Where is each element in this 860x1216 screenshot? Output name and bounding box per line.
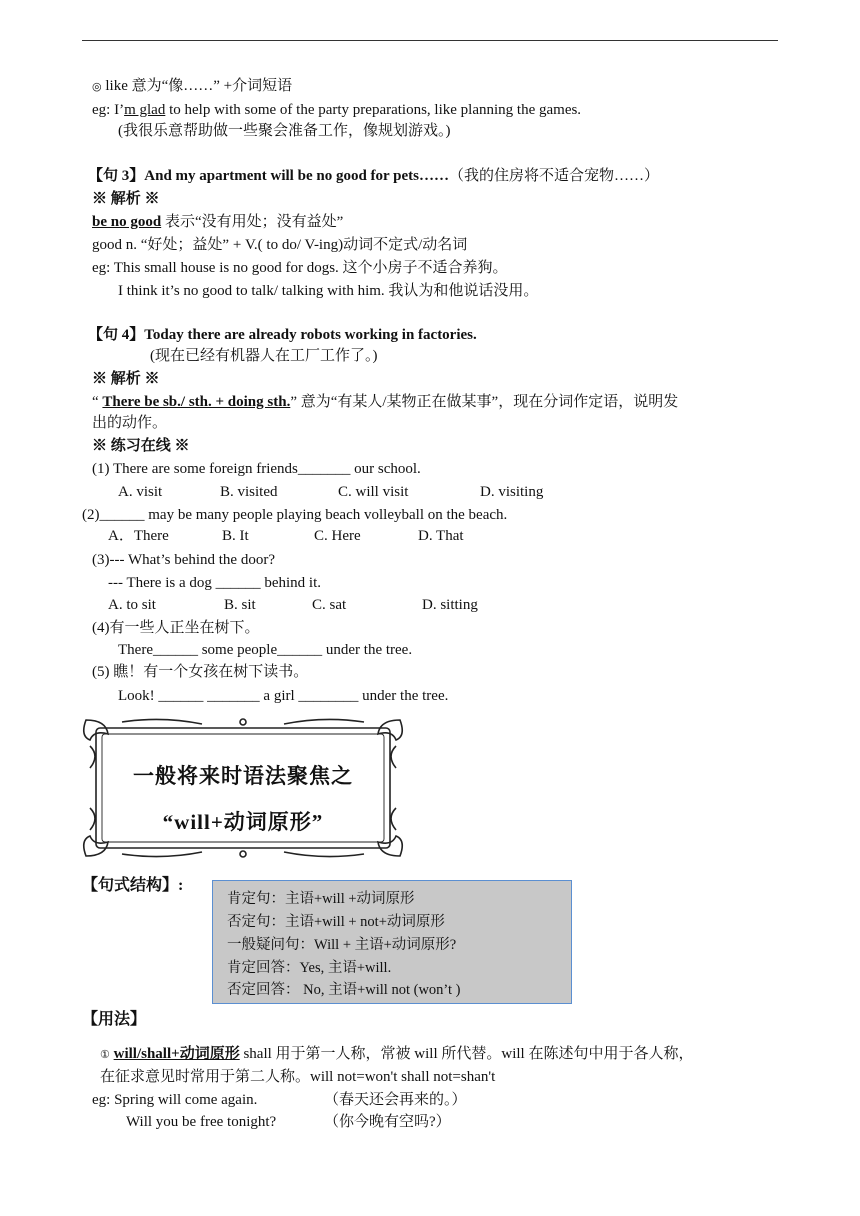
like-example: eg: I’m glad to help with some of the party preparations, like planning the games. (92, 102, 582, 118)
sentence3-heading (88, 166, 659, 186)
q1-option-a: A. visit (118, 484, 163, 500)
q1-option-b: B. visited (220, 484, 278, 500)
sentence3-label: 【句 3】 (88, 168, 145, 184)
usage-line-1: ① will/shall+动词原形 shall 用于第一人称，常被 will 所代替。will 在陈述句中用于各人称， (100, 1046, 694, 1062)
practice-heading: ※ 练习在线 ※ (92, 438, 190, 454)
q2-option-b: B. It (222, 528, 249, 544)
sentence3-text: And my apartment will be no good for pets…… (144, 168, 449, 184)
sentence4-text: Today there are already robots working in factories. (144, 327, 477, 343)
key-pattern: There be sb./ sth. + doing sth. (102, 394, 291, 410)
question-2: (2)______ may be many people playing beach volleyball on the beach. (82, 507, 508, 523)
question-1: (1) There are some foreign friends_______ our school. (92, 461, 421, 477)
pattern-line-2: 出的动作。 (92, 415, 168, 431)
structure-row: 否定句：主语+will + not+动词原形 (227, 914, 445, 930)
usage-example-1: eg: Spring will come again. （春天还会再来的。） (92, 1092, 467, 1108)
structure-row: 肯定回答：Yes, 主语+will. (227, 960, 392, 976)
usage-line-2: 在征求意见时常用于第二人称。will not=won't shall not=shan't (100, 1069, 496, 1085)
header-rule (82, 40, 778, 41)
structure-row: 一般疑问句：Will + 主语+动词原形? (227, 937, 457, 953)
like-heading: like 意为“像……” +介词短语 (105, 78, 293, 94)
usage-label: 【用法】 (82, 1011, 147, 1028)
q2-option-d: D. That (418, 528, 464, 544)
q3-option-b: B. sit (224, 597, 256, 613)
bullet-icon: ① (100, 1049, 110, 1061)
underlined-phrase: m glad (124, 102, 166, 118)
sentence4-translation: (现在已经有机器人在工厂工作了。) (150, 348, 378, 364)
structure-box (212, 880, 572, 1004)
key-phrase: be no good (92, 214, 162, 230)
q3-option-d: D. sitting (422, 597, 478, 613)
sentence4-analysis: ※ 解析 ※ (92, 371, 160, 387)
sentence4-label: 【句 4】 (88, 327, 145, 343)
structure-row: 否定回答： No, 主语+will not (won’t ) (227, 982, 461, 998)
good-definition: good n. “好处；益处” + V.( to do/ V-ing)动词不定式/动名词 (92, 237, 468, 253)
question-4b: There______ some people______ under the tree. (118, 642, 413, 658)
q2-option-c: C. Here (314, 528, 361, 544)
sentence4-heading (88, 325, 477, 345)
question-5b: Look! ______ _______ a girl ________ under the tree. (118, 688, 449, 704)
sentence3-analysis: ※ 解析 ※ (92, 191, 160, 207)
banner-line-1: 一般将来时语法聚焦之 (133, 764, 353, 788)
question-4: (4)有一些人正坐在树下。 (92, 620, 260, 636)
decorative-banner (82, 716, 404, 860)
sentence3-phrase-line: be no good 表示“没有用处；没有益处” (92, 214, 344, 230)
usage-example-2: Will you be free tonight? （你今晚有空吗?） (126, 1114, 451, 1130)
question-5: (5) 瞧！有一个女孩在树下读书。 (92, 664, 309, 680)
q3-option-c: C. sat (312, 597, 347, 613)
structure-label: 【句式结构】: (82, 877, 184, 894)
structure-row: 肯定句：主语+will +动词原形 (227, 891, 415, 907)
q3-option-a: A. to sit (108, 597, 156, 613)
sentence3-translation: （我的住房将不适合宠物……） (449, 168, 660, 184)
q2-option-a: A．There (108, 528, 169, 544)
bullet-icon: ◎ (92, 81, 102, 93)
like-translation: (我很乐意帮助做一些聚会准备工作，像规划游戏。) (118, 123, 451, 139)
like-heading-line (92, 76, 292, 97)
sentence3-example-2: I think it’s no good to talk/ talking with him. 我认为和他说话没用。 (118, 283, 539, 299)
q1-option-d: D. visiting (480, 484, 544, 500)
question-3b: --- There is a dog ______ behind it. (108, 575, 322, 591)
pattern-line: “ There be sb./ sth. + doing sth.” 意为“有某人/某物正在做某事”，现在分词作定语，说明发 (92, 394, 679, 410)
q1-option-c: C. will visit (338, 484, 409, 500)
usage-term: will/shall+动词原形 (113, 1046, 240, 1062)
banner-line-2: “will+动词原形” (162, 810, 324, 834)
question-3: (3)--- What’s behind the door? (92, 552, 275, 568)
sentence3-example-1: eg: This small house is no good for dogs. 这个小房子不适合养狗。 (92, 260, 508, 276)
